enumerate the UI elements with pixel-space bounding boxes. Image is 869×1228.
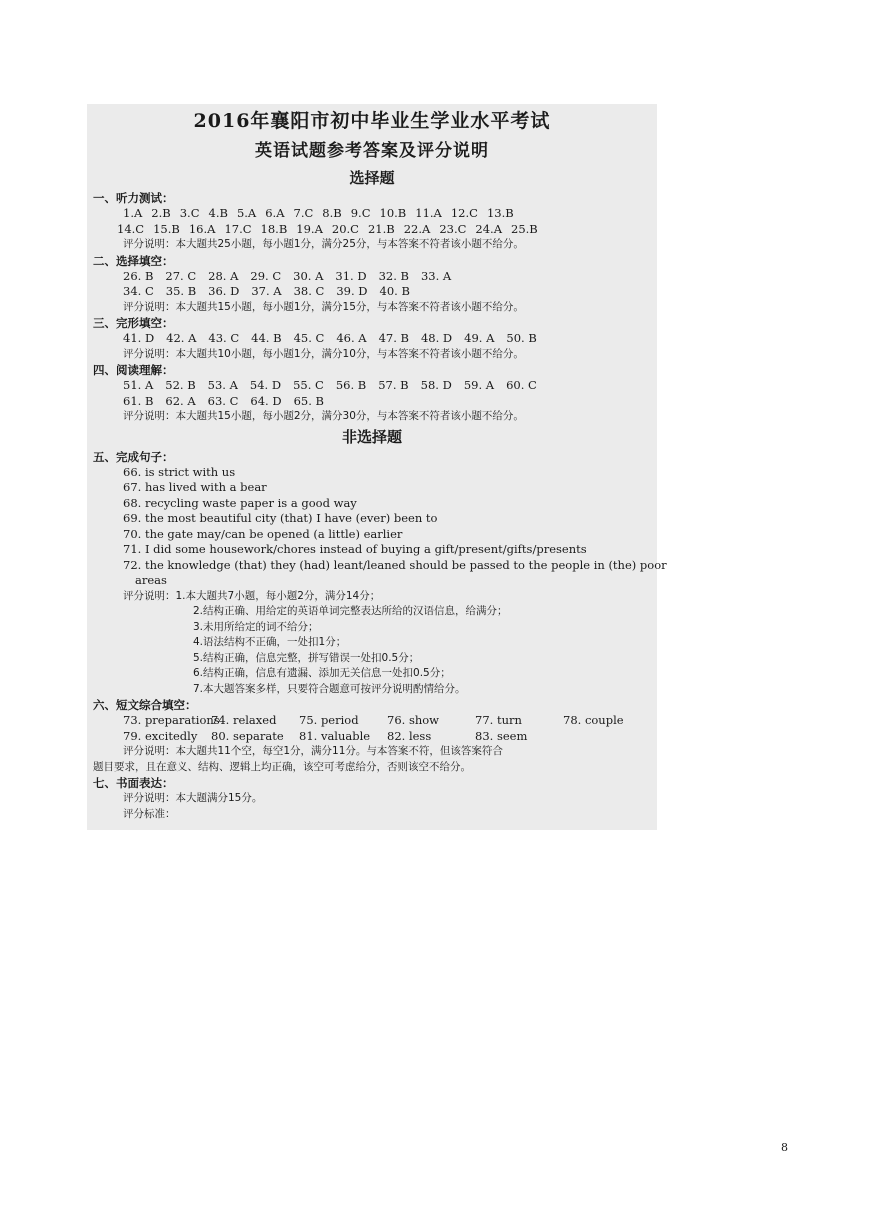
answer-item: 60. C bbox=[506, 378, 537, 392]
answer-item: 50. B bbox=[506, 331, 537, 345]
answer-item: 21.B bbox=[367, 221, 395, 236]
answer-item: 77. turn bbox=[475, 713, 522, 727]
part-objective-heading: 选择题 bbox=[349, 169, 395, 187]
answer-item: 32. B bbox=[378, 268, 409, 283]
answer-item: 58. D bbox=[420, 378, 452, 392]
answer-item: 82. less bbox=[387, 728, 432, 743]
scoring-note: 评分说明：本大题满分15分。 bbox=[123, 792, 263, 804]
answer-item: 42. A bbox=[166, 331, 197, 345]
answer-item: 1.A bbox=[123, 206, 143, 220]
answer-item: 48. D bbox=[420, 331, 453, 345]
scoring-note: 评分说明：本大题共15小题，每小题1分，满分15分，与本答案不符者该小题不给分。 bbox=[123, 300, 524, 313]
answer-line-continuation: areas bbox=[135, 573, 167, 587]
answer-item: 51. A bbox=[123, 378, 154, 392]
answer-item: 25.B bbox=[511, 221, 538, 236]
answer-item: 45. C bbox=[293, 331, 325, 345]
answer-key-title: 英语试题参考答案及评分说明 bbox=[255, 141, 489, 161]
answer-item: 55. C bbox=[293, 378, 324, 392]
answer-item: 63. C bbox=[207, 393, 239, 408]
answer-item: 23.C bbox=[439, 221, 467, 236]
scoring-note: 评分说明：本大题共10小题，每小题1分，满分10分，与本答案不符者该小题不给分。 bbox=[123, 347, 524, 360]
scanned-answer-sheet bbox=[87, 104, 667, 830]
scoring-standard-label: 评分标准： bbox=[123, 807, 176, 820]
answer-item: 41. D bbox=[123, 331, 155, 345]
scoring-criteria: 2.结构正确、用给定的英语单词完整表达所给的汉语信息，给满分； bbox=[193, 605, 508, 617]
answer-item: 64. D bbox=[250, 393, 282, 408]
section-passage-fill-heading: 六、短文综合填空： bbox=[93, 698, 197, 712]
answer-item: 29. C bbox=[250, 268, 282, 283]
answer-item: 62. A bbox=[165, 393, 196, 408]
answer-row bbox=[93, 729, 651, 745]
answer-item: 59. A bbox=[463, 378, 495, 392]
answer-item: 43. C bbox=[208, 331, 240, 345]
answer-item: 19.A bbox=[296, 221, 323, 236]
answer-line: 72. the knowledge (that) they (had) leant/leaned should be passed to the people in (the) poor bbox=[123, 557, 667, 572]
answer-item: 22.A bbox=[403, 221, 431, 236]
answer-item: 30. A bbox=[293, 268, 324, 283]
answer-item: 10.B bbox=[379, 206, 407, 220]
answer-line: 71. I did some housework/chores instead of buying a gift/present/gifts/presents bbox=[123, 542, 587, 556]
answer-item: 36. D bbox=[208, 284, 240, 298]
scoring-criteria: 5.结构正确，信息完整，拼写错误一处扣0.5分； bbox=[193, 651, 420, 664]
answer-line: 66. is strict with us bbox=[123, 464, 236, 479]
answer-item: 28. A bbox=[208, 268, 239, 283]
scoring-criteria: 3.未用所给定的词不给分； bbox=[193, 620, 319, 633]
answer-item: 75. period bbox=[299, 713, 359, 727]
scoring-criteria: 评分说明：1.本大题共7小题，每小题2分，满分14分； bbox=[123, 589, 381, 602]
answer-row bbox=[93, 331, 651, 347]
answer-item: 74. relaxed bbox=[211, 713, 277, 727]
answer-item: 11.A bbox=[415, 206, 442, 220]
answer-item: 8.B bbox=[322, 206, 342, 220]
answer-line: 67. has lived with a bear bbox=[123, 480, 267, 494]
answer-item: 20.C bbox=[331, 221, 359, 236]
answer-item: 6.A bbox=[265, 206, 285, 220]
answer-item: 26. B bbox=[123, 268, 154, 283]
answer-row bbox=[93, 206, 651, 222]
answer-item: 27. C bbox=[165, 268, 197, 283]
answer-item: 15.B bbox=[153, 221, 180, 236]
answer-item: 38. C bbox=[293, 284, 325, 298]
answer-item: 52. B bbox=[165, 378, 196, 392]
answer-item: 24.A bbox=[475, 221, 502, 236]
answer-item: 35. B bbox=[165, 284, 197, 298]
section-sentence-completion-heading: 五、完成句子： bbox=[93, 449, 174, 464]
answer-item: 14.C bbox=[117, 221, 145, 236]
answer-item: 47. B bbox=[378, 331, 409, 345]
answer-row bbox=[93, 394, 651, 410]
answer-item: 79. excitedly bbox=[123, 728, 198, 743]
section-multiple-choice-heading: 二、选择填空： bbox=[93, 253, 174, 268]
answer-item: 53. A bbox=[207, 378, 238, 392]
answer-row bbox=[93, 284, 651, 300]
page-number: 8 bbox=[781, 1141, 788, 1154]
answer-item: 83. seem bbox=[475, 728, 528, 743]
answer-item: 18.B bbox=[260, 221, 288, 236]
answer-item: 80. separate bbox=[211, 728, 284, 743]
section-reading-heading: 四、阅读理解： bbox=[93, 363, 174, 377]
part-subjective-heading: 非选择题 bbox=[341, 427, 402, 446]
answer-item: 37. A bbox=[251, 284, 282, 298]
section-writing-heading: 七、书面表达： bbox=[93, 776, 174, 790]
answer-item: 33. A bbox=[420, 268, 452, 283]
answer-item: 56. B bbox=[335, 378, 367, 392]
answer-item: 17.C bbox=[224, 221, 252, 236]
scoring-criteria: 7.本大题答案多样，只要符合题意可按评分说明酌情给分。 bbox=[193, 682, 466, 695]
answer-row bbox=[93, 713, 651, 729]
answer-item: 46. A bbox=[336, 331, 367, 345]
answer-item: 61. B bbox=[123, 393, 154, 408]
answer-row bbox=[93, 269, 651, 285]
section-listening-heading: 一、听力测试： bbox=[93, 191, 174, 205]
section-cloze-heading: 三、完形填空： bbox=[93, 316, 174, 330]
answer-item: 49. A bbox=[464, 331, 495, 345]
scoring-note-continuation: 题目要求，且在意义、结构、逻辑上均正确，该空可考虑给分，否则该空不给分。 bbox=[93, 760, 471, 773]
answer-item: 7.C bbox=[293, 206, 314, 220]
answer-line: 69. the most beautiful city (that) I have (ever) been to bbox=[123, 511, 438, 525]
answer-item: 81. valuable bbox=[299, 728, 371, 743]
answer-line: 70. the gate may/can be opened (a little) earlier bbox=[123, 526, 403, 541]
answer-row bbox=[93, 222, 651, 238]
answer-item: 65. B bbox=[293, 393, 324, 408]
answer-line: 68. recycling waste paper is a good way bbox=[123, 495, 357, 510]
answer-item: 2.B bbox=[151, 206, 171, 220]
answer-item: 34. C bbox=[123, 284, 154, 298]
scoring-note: 评分说明：本大题共11个空，每空1分，满分11分。与本答案不符，但该答案符合 bbox=[123, 745, 503, 757]
answer-item: 40. B bbox=[379, 284, 410, 298]
answer-item: 78. couple bbox=[563, 713, 624, 727]
answer-item: 57. B bbox=[378, 378, 409, 392]
answer-item: 3.C bbox=[179, 206, 200, 220]
answer-item: 39. D bbox=[336, 284, 368, 298]
answer-item: 4.B bbox=[208, 206, 228, 220]
scoring-criteria: 6.结构正确，信息有遗漏、添加无关信息一处扣0.5分； bbox=[193, 667, 451, 679]
answer-item: 54. D bbox=[249, 378, 282, 392]
answer-item: 12.C bbox=[450, 206, 478, 220]
scoring-note: 评分说明：本大题共15小题，每小题2分，满分30分，与本答案不符者该小题不给分。 bbox=[123, 410, 524, 422]
answer-item: 13.B bbox=[486, 206, 514, 220]
answer-item: 76. show bbox=[387, 713, 440, 727]
answer-row bbox=[93, 378, 651, 394]
scoring-criteria: 4.语法结构不正确，一处扣1分； bbox=[193, 636, 347, 648]
answer-item: 16.A bbox=[188, 221, 216, 236]
answer-item: 5.A bbox=[236, 206, 257, 220]
answer-item: 31. D bbox=[335, 268, 367, 283]
answer-item: 73. preparations bbox=[123, 713, 220, 727]
answer-item: 44. B bbox=[251, 331, 282, 345]
answer-item: 9.C bbox=[350, 206, 371, 220]
scoring-note: 评分说明：本大题共25小题，每小题1分，满分25分，与本答案不符者该小题不给分。 bbox=[123, 238, 524, 250]
exam-title: 2016年襄阳市初中毕业生学业水平考试 bbox=[193, 110, 551, 132]
